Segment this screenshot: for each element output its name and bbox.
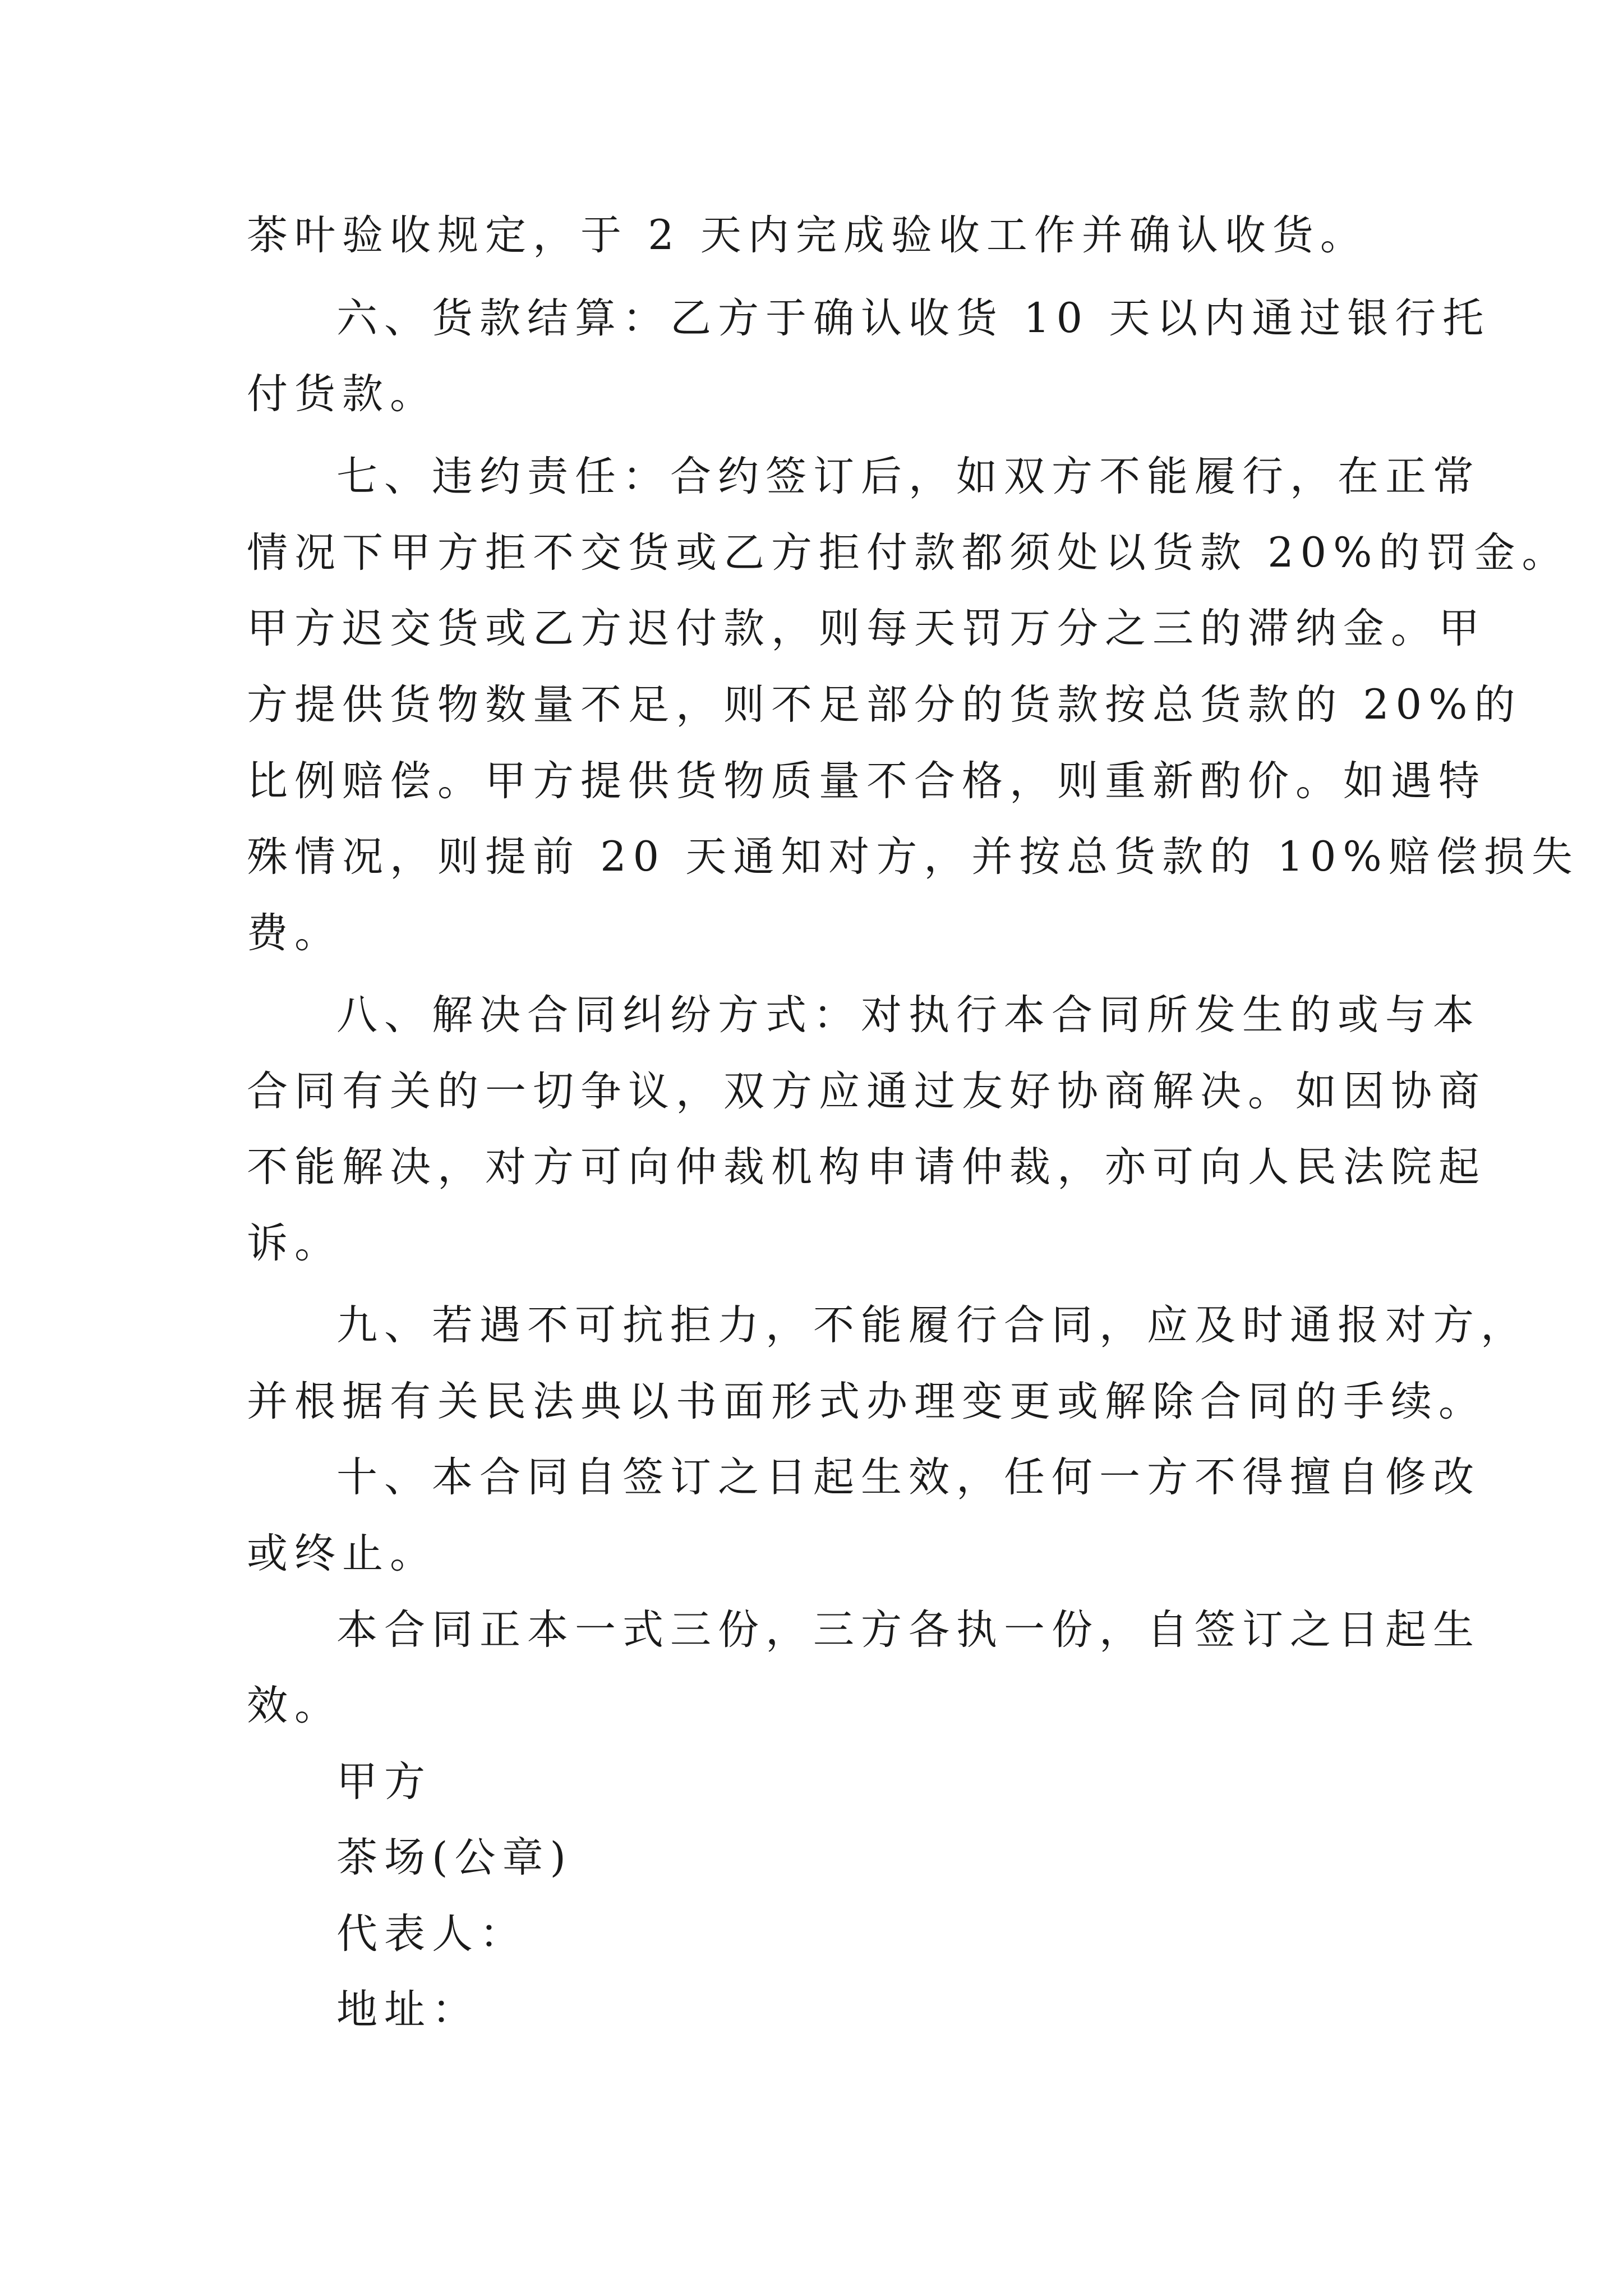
text-line: 茶叶验收规定，于 2 天内完成验收工作并确认收货。 — [247, 211, 1368, 259]
text-line: 地址： — [336, 1986, 479, 2033]
text-line: 费。 — [247, 909, 342, 957]
text-line: 九、若遇不可抗拒力，不能履行合同，应及时通报对方， — [336, 1301, 1528, 1349]
text-line: 并根据有关民法典以书面形式办理变更或解除合同的手续。 — [247, 1378, 1486, 1425]
text-line: 或终止。 — [247, 1530, 437, 1577]
text-line: 八、解决合同纠纷方式：对执行本合同所发生的或与本 — [336, 991, 1481, 1039]
text-line: 甲方 — [336, 1758, 432, 1806]
text-line: 效。 — [247, 1682, 342, 1729]
text-line: 诉。 — [247, 1220, 342, 1267]
text-line: 六、货款结算：乙方于确认收货 10 天以内通过银行托 — [336, 295, 1491, 342]
text-line: 情况下甲方拒不交货或乙方拒付款都须处以货款 20%的罚金。 — [247, 529, 1570, 577]
text-line: 本合同正本一式三份，三方各执一份，自签订之日起生 — [336, 1606, 1481, 1654]
text-line: 十、本合同自签订之日起生效，任何一方不得擅自修改 — [336, 1453, 1481, 1501]
text-line: 甲方迟交货或乙方迟付款，则每天罚万分之三的滞纳金。甲 — [247, 605, 1486, 652]
text-line: 方提供货物数量不足，则不足部分的货款按总货款的 20%的 — [247, 681, 1522, 729]
text-line: 不能解决，对方可向仲裁机构申请仲裁，亦可向人民法院起 — [247, 1143, 1486, 1191]
text-line: 茶场(公章) — [336, 1834, 573, 1881]
text-line: 合同有关的一切争议，双方应通过友好协商解决。如因协商 — [247, 1068, 1486, 1115]
text-line: 付货款。 — [247, 370, 437, 418]
text-line: 七、违约责任：合约签订后，如双方不能履行，在正常 — [336, 453, 1481, 500]
text-line: 殊情况，则提前 20 天通知对方，并按总货款的 10%赔偿损失 — [247, 833, 1579, 881]
text-line: 比例赔偿。甲方提供货物质量不合格，则重新酌价。如遇特 — [247, 757, 1486, 805]
text-line: 代表人： — [336, 1910, 527, 1958]
